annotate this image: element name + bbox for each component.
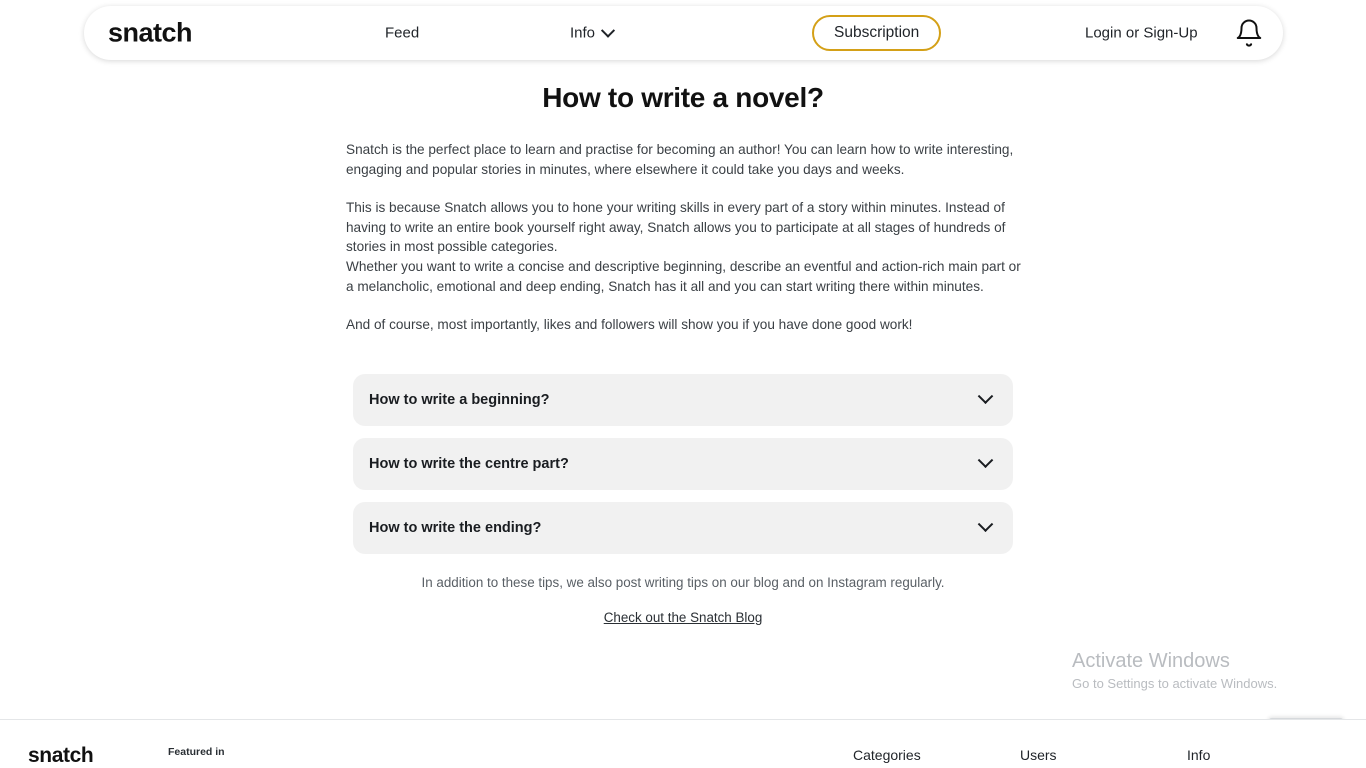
- brand-logo[interactable]: snatch: [108, 17, 193, 48]
- login-signup-link[interactable]: Login or Sign-Up: [1085, 24, 1198, 42]
- accordion-item-beginning[interactable]: [353, 374, 1013, 426]
- snatch-blog-link[interactable]: Check out the Snatch Blog: [603, 610, 763, 625]
- footer-column-info[interactable]: Info: [1187, 747, 1211, 763]
- windows-activation-watermark: [1072, 648, 1277, 694]
- nav-item-info[interactable]: [570, 25, 613, 42]
- accordion-item-ending[interactable]: [353, 502, 1013, 554]
- chevron-down-icon[interactable]: [978, 516, 994, 532]
- subscription-button[interactable]: Subscription: [812, 15, 941, 51]
- bell-icon[interactable]: [1234, 18, 1264, 48]
- watermark-subtitle: Go to Settings to activate Windows.: [1072, 676, 1278, 691]
- tips-note: In addition to these tips, we also post writing tips on our blog and on Instagram regularly.: [421, 575, 945, 590]
- footer-featured-in-label: Featured in: [168, 746, 225, 758]
- footer-column-users[interactable]: Users: [1020, 747, 1057, 763]
- chevron-down-icon: [601, 23, 615, 37]
- footer-brand-logo[interactable]: snatch: [28, 744, 94, 767]
- nav-item-feed[interactable]: Feed: [385, 24, 420, 42]
- chevron-down-icon[interactable]: [978, 452, 994, 468]
- page-title: How to write a novel?: [542, 82, 824, 113]
- paragraph-4: And of course, most importantly, likes and followers will show you if you have done good work!: [346, 317, 913, 333]
- accordion-label: How to write a beginning?: [369, 392, 550, 408]
- accordion-item-centre-part[interactable]: [353, 438, 1013, 490]
- accordion-label: How to write the centre part?: [369, 456, 569, 472]
- paragraph-2: This is because Snatch allows you to hone your writing skills in every part of a story within minutes. Instead of having to write an entire book yourself right away, Snatch allows you to participate at all stages of hundreds of stories in most possible categories.: [346, 200, 1006, 255]
- nav-item-info-label: Info: [570, 24, 596, 42]
- paragraph-1: Snatch is the perfect place to learn and practise for becoming an author! You can learn how to write interesting, engaging and popular stories in minutes, where elsewhere it could take you days and weeks.: [346, 142, 1014, 177]
- accordion-label: How to write the ending?: [369, 520, 542, 536]
- footer: [0, 719, 1366, 768]
- paragraph-3: Whether you want to write a concise and descriptive beginning, describe an eventful and action-rich main part or a melancholic, emotional and deep ending, Snatch has it all and you can start writing there within minutes.: [346, 258, 1021, 294]
- watermark-title: Activate Windows: [1072, 650, 1230, 672]
- chevron-down-icon[interactable]: [978, 388, 994, 404]
- footer-column-categories[interactable]: Categories: [853, 747, 921, 763]
- top-navigation-bar: [84, 6, 1283, 60]
- intro-text: [346, 140, 1026, 354]
